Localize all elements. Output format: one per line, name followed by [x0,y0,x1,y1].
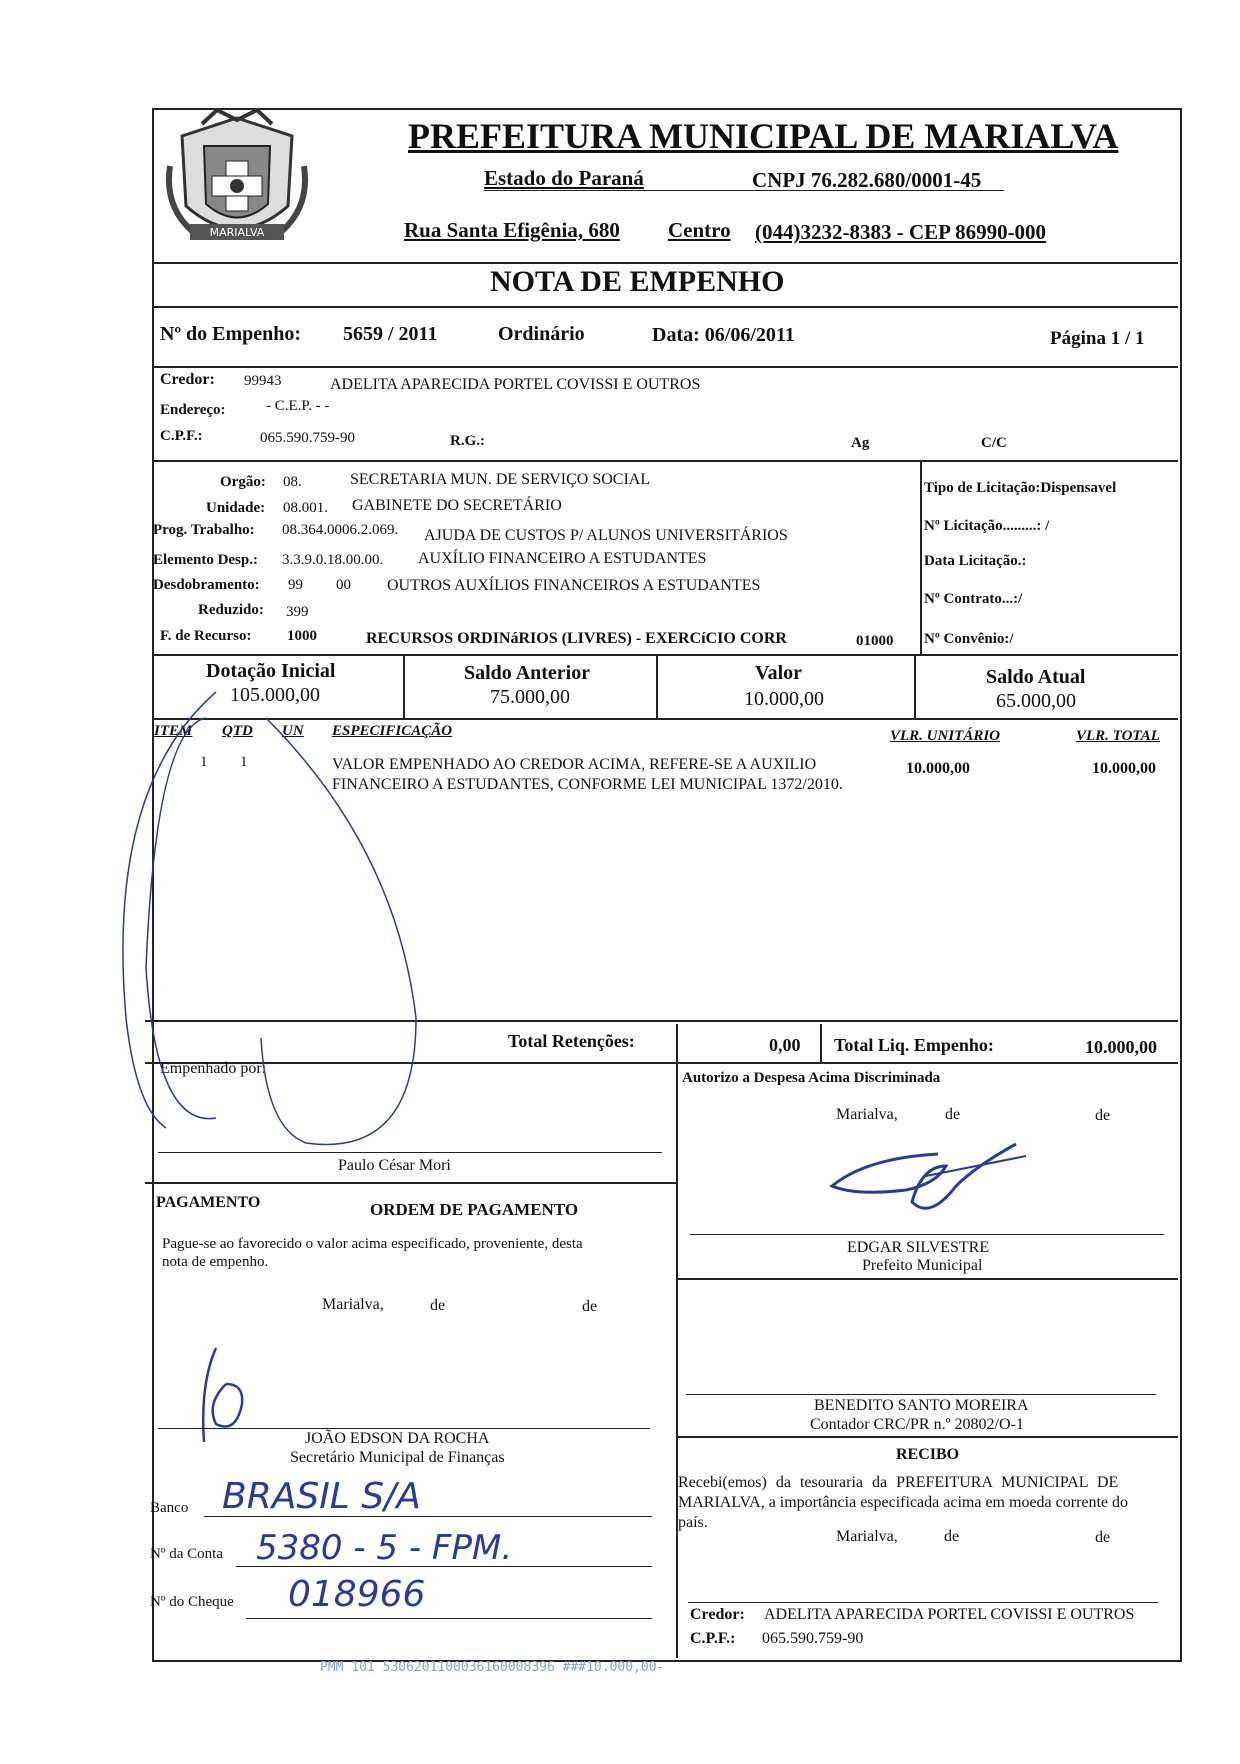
orgao-code: 08. [283,474,302,490]
divider [145,1182,676,1184]
recibo-line1: Recebi(emos) da tesouraria da PREFEITURA MUNICIPAL DE [678,1474,1119,1491]
unidade-code: 08.001. [283,500,328,516]
saldo-anterior-label: Saldo Anterior [464,662,591,684]
divider [152,460,1178,462]
banco-handwritten: BRASIL S/A [222,1476,421,1517]
saldo-atual-value: 65.000,00 [996,690,1076,712]
elemento-label: Elemento Desp.: [153,552,258,568]
desdobramento-label: Desdobramento: [153,577,260,593]
cheque-line [246,1618,652,1619]
page-title: PREFEITURA MUNICIPAL DE MARIALVA [408,116,1119,156]
numero-convenio: Nº Convênio:/ [924,631,1014,647]
pagamento-de1: de [430,1297,446,1314]
divider [676,1278,1178,1280]
col-vlr-total: VLR. TOTAL [1076,728,1160,744]
col-un: UN [282,723,304,739]
liq-label: Total Liq. Empenho: [834,1035,994,1055]
divider [676,1436,1178,1438]
retencoes-label: Total Retenções: [508,1031,635,1051]
autorizo-city: Marialva, [836,1106,898,1123]
prog-code: 08.364.0006.2.069. [282,522,399,538]
banco-line [204,1516,652,1517]
prefeito-signature-line [690,1234,1164,1235]
prog: AJUDA DE CUSTOS P/ ALUNOS UNIVERSITÁRIOS [424,527,788,544]
hand-drawn-loop [96,688,436,1168]
prog-label: Prog. Trabalho: [153,522,255,538]
recibo-line3: país. [678,1514,708,1531]
district: Centro [668,218,731,242]
endereco-label: Endereço: [160,402,226,418]
contador-role: Contador CRC/PR n.º 20802/O-1 [810,1416,1024,1433]
orgao: SECRETARIA MUN. DE SERVIÇO SOCIAL [350,471,651,488]
conta-line [236,1566,652,1567]
street: Rua Santa Efigênia, 680 [404,218,620,242]
autorizo-de1: de [945,1106,961,1123]
item-spec-line2: FINANCEIRO A ESTUDANTES, CONFORME LEI MUNICIPAL 1372/2010. [332,776,843,793]
cnpj: CNPJ 76.282.680/0001-45 [752,168,982,192]
col-vlr-unitario: VLR. UNITÁRIO [890,728,1001,744]
orgao-label: Orgão: [220,474,266,490]
ag-label: Ag [851,435,870,451]
banco-label: Banco [150,1500,189,1516]
divider [152,654,1178,656]
reduzido-label: Reduzido: [198,602,264,618]
item-qtd: 1 [240,754,248,770]
prefeito-role: Prefeito Municipal [862,1257,983,1274]
item-total-value: 10.000,00 [1092,760,1156,777]
conta-handwritten: 5380 - 5 - FPM. [256,1528,513,1568]
contador-name: BENEDITO SANTO MOREIRA [814,1397,1029,1414]
secretario-name: JOÃO EDSON DA ROCHA [305,1430,490,1447]
contador-signature-line [686,1394,1156,1395]
rg-label: R.G.: [450,433,485,449]
cpf-label: C.P.F.: [160,428,203,444]
secretario-signature [186,1344,276,1444]
dotacao-inicial-label: Dotação Inicial [206,660,336,682]
licitacao-divider [920,460,922,656]
dotacao-inicial-value: 105.000,00 [230,684,320,706]
data-licitacao: Data Licitação.: [924,553,1027,569]
cpf: 065.590.759-90 [260,430,355,446]
recibo-credor-label: Credor: [690,1606,745,1623]
col-especificacao: ESPECIFICAÇÃO [332,723,453,739]
empenho-number: 5659 / 2011 [343,323,438,345]
page-number: Página 1 / 1 [1050,328,1145,349]
item-number: 1 [200,754,208,770]
empenho-date: Data: 06/06/2011 [652,324,795,346]
credor-code: 99943 [244,373,282,389]
tipo-licitacao: Tipo de Licitação:Dispensavel [924,480,1117,496]
empenho-label: Nº do Empenho: [160,323,302,345]
numero-contrato: Nº Contrato...:/ [924,591,1023,607]
recibo-label: RECIBO [896,1446,960,1463]
pagamento-label: PAGAMENTO [156,1194,261,1211]
recibo-de2: de [1095,1529,1111,1546]
col-qtd: QTD [222,723,253,739]
conta-label: Nº da Conta [150,1546,223,1562]
autorizo-label: Autorizo a Despesa Acima Discriminada [682,1070,941,1086]
elemento: AUXÍLIO FINANCEIRO A ESTUDANTES [418,550,707,567]
retencoes-value: 0,00 [769,1035,801,1055]
valor-value: 10.000,00 [744,688,824,710]
secretario-role: Secretário Municipal de Finanças [290,1449,505,1466]
elemento-code: 3.3.9.0.18.00.00. [282,552,384,568]
credor-label: Credor: [160,371,215,388]
desdobramento-subcode: 00 [336,577,351,593]
prefeito-name: EDGAR SILVESTRE [847,1239,990,1256]
pagamento-text-line2: nota de empenho. [162,1254,269,1270]
cheque-handwritten: 018966 [288,1574,426,1615]
totals-divider [676,1024,678,1062]
liq-value: 10.000,00 [1085,1037,1157,1057]
saldo-divider [914,654,916,718]
desdobramento-code: 99 [288,577,303,593]
fonte-label: F. de Recurso: [160,628,252,644]
recibo-city: Marialva, [836,1528,898,1545]
endereco: - C.E.P. - - [266,398,330,414]
signature-column-divider [676,1062,678,1658]
ordem-pagamento-label: ORDEM DE PAGAMENTO [370,1200,579,1219]
pagamento-text-line1: Pague-se ao favorecido o valor acima especificado, proveniente, desta [162,1236,583,1252]
empenhado-name: Paulo César Mori [338,1157,451,1174]
saldo-divider [656,654,658,718]
saldo-anterior-value: 75.000,00 [490,686,570,708]
pagamento-de2: de [582,1298,598,1315]
unidade-label: Unidade: [206,500,266,516]
divider [152,366,1178,368]
recibo-cpf: 065.590.759-90 [762,1630,864,1647]
empenho-type: Ordinário [498,323,585,345]
state: Estado do Paraná [484,166,644,190]
divider [152,306,1178,308]
recibo-cpf-label: C.P.F.: [690,1630,736,1647]
secretario-signature-line [158,1428,650,1429]
credor-signature-line [688,1602,1158,1603]
col-item: ITEM [154,723,193,739]
reduzido: 399 [286,604,309,620]
unidade: GABINETE DO SECRETÁRIO [352,497,562,514]
prefeito-signature [826,1136,1036,1222]
coat-text: MARIALVA [209,226,265,239]
credor-name: ADELITA APARECIDA PORTEL COVISSI E OUTROS [330,376,701,393]
coat-of-arms [162,106,312,256]
desdobramento: OUTROS AUXÍLIOS FINANCEIROS A ESTUDANTES [387,577,761,594]
autorizo-de2: de [1095,1107,1111,1124]
recibo-line2: MARIALVA, a importância especificada acima em moeda corrente do [678,1494,1129,1511]
numero-licitacao: Nº Licitação.........: / [924,518,1050,534]
divider [152,262,1178,264]
recibo-credor: ADELITA APARECIDA PORTEL COVISSI E OUTROS [764,1606,1135,1623]
recibo-de1: de [944,1528,960,1545]
footer-code: PMM 101 5306201100036160008396 ###10.000,00- [320,1660,665,1675]
valor-label: Valor [755,662,803,684]
cc-label: C/C [981,435,1007,451]
item-spec-line1: VALOR EMPENHADO AO CREDOR ACIMA, REFERE-SE A AUXILIO [332,756,817,773]
empenhado-label: Empenhado por: [160,1060,267,1077]
saldo-atual-label: Saldo Atual [986,666,1086,688]
doc-title: NOTA DE EMPENHO [490,265,785,298]
item-unit-value: 10.000,00 [906,760,970,777]
fonte-code: 1000 [287,628,317,644]
fonte-code-2: 01000 [856,633,894,649]
totals-divider [820,1024,822,1062]
cheque-label: Nº do Cheque [150,1594,234,1610]
phone-cep: (044)3232-8383 - CEP 86990-000 [755,220,1047,244]
fonte: RECURSOS ORDINáRIOS (LIVRES) - EXERCíCIO CORR [366,630,787,647]
pagamento-city: Marialva, [322,1296,384,1313]
